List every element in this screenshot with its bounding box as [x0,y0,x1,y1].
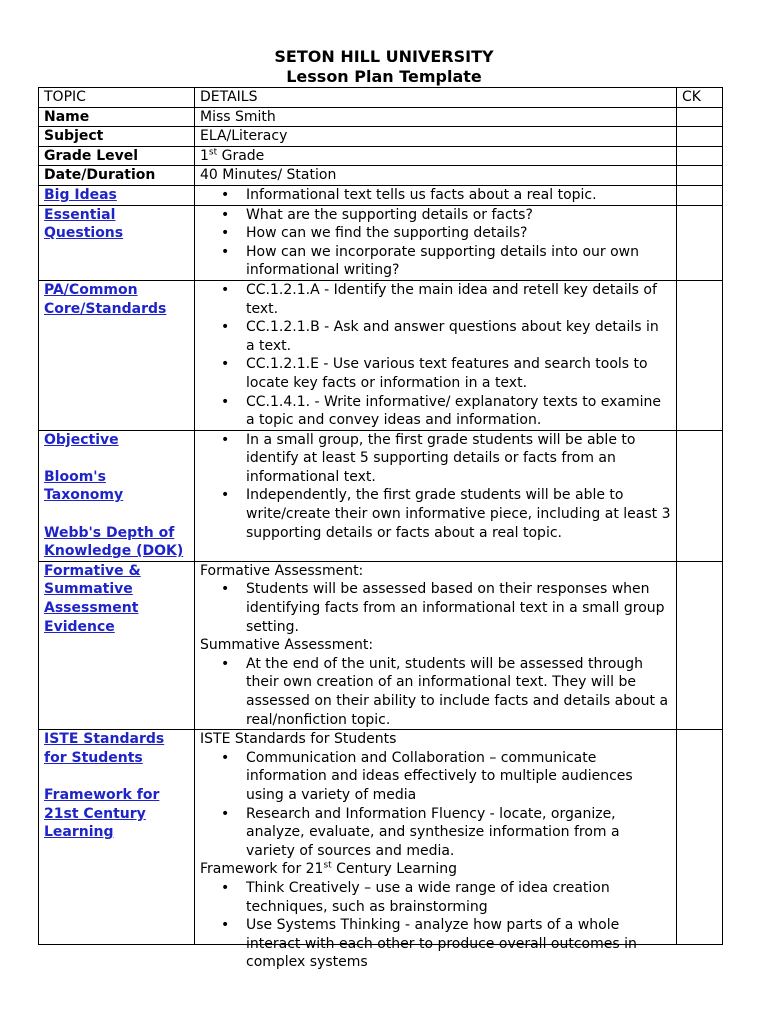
grade-word: Grade [217,147,265,164]
assessment-details [195,561,677,729]
list-item: • Students will be assessed based on their responses when identifying facts from an informational text in a small group setting. [246,580,671,636]
table-row [39,430,723,561]
table-row [39,185,723,205]
university-title: SETON HILL UNIVERSITY [274,47,494,66]
formative-heading: Formative Assessment: [200,562,364,579]
ck-cell [677,107,723,127]
list-item: • At the end of the unit, students will be assessed through their own creation of an informational text. They will be assessed on their ability to include facts and details about a real/nonfiction topic. [246,655,671,729]
assessment-cell [39,561,195,729]
list-item: • Communication and Collaboration – communicate information and ideas effectively to multiple audiences using a variety of media [246,749,671,805]
table-row [39,146,723,166]
table-row [39,280,723,430]
duration-value: 40 Minutes/ Station [195,166,677,186]
objective-link[interactable]: Objective [44,431,119,448]
ck-cell [677,205,723,280]
summative-heading: Summative Assessment: [200,637,374,654]
grade-number: 1 [200,147,209,164]
framework-21st-link[interactable]: Framework for 21st Century Learning [44,786,160,841]
ck-cell [677,146,723,166]
ck-cell [677,127,723,147]
essential-questions-link[interactable]: Essential Questions [44,206,124,242]
list-item: • Use Systems Thinking - analyze how parts of a whole interact with each other to produce overall outcomes in complex systems [246,916,671,972]
list-item: • CC.1.2.1.E - Use various text features and search tools to locate key facts or information in a text. [246,355,671,392]
list-item: • Independently, the first grade students will be able to write/create their own informative piece, including at least 3 supporting details or facts about a real topic. [246,486,671,542]
standards-details [195,280,677,430]
objective-details [195,430,677,561]
table-row [39,127,723,147]
list-item: • In a small group, the first grade students will be able to identify at least 5 supporting details or facts from an informational text. [246,431,671,487]
list-item: • Research and Information Fluency - locate, organize, analyze, evaluate, and synthesize information from a variety of sources and media. [246,805,671,861]
grade-value [195,146,677,166]
blooms-taxonomy-link[interactable]: Bloom's Taxonomy [44,468,124,504]
iste-cell [39,730,195,945]
header-topic: TOPIC [39,88,195,108]
standards-cell [39,280,195,430]
document-title: Lesson Plan Template [286,67,482,86]
essential-questions-details [195,205,677,280]
lesson-plan-table [38,87,723,971]
iste-heading: ISTE Standards for Students [200,731,397,748]
header-ck: CK [677,88,723,108]
grade-label: Grade Level [39,146,195,166]
ck-cell [677,166,723,186]
table-row [39,730,723,945]
big-ideas-cell [39,185,195,205]
standards-link[interactable]: PA/Common Core/Standards [44,281,167,317]
grade-suffix: st [208,147,218,158]
framework-heading-sup: st [323,860,332,871]
webbs-dok-link[interactable]: Webb's Depth of Knowledge (DOK) [44,524,184,560]
name-value: Miss Smith [195,107,677,127]
objective-cell [39,430,195,561]
table-row [39,107,723,127]
table-row [39,561,723,729]
ck-cell [677,730,723,945]
list-item: • Think Creatively – use a wide range of idea creation techniques, such as brainstorming [246,879,671,916]
assessment-link[interactable]: Formative & Summative Assessment Evidence [44,562,141,635]
duration-label: Date/Duration [39,166,195,186]
list-item: • CC.1.2.1.A - Identify the main idea and retell key details of text. [246,281,671,318]
framework-heading-post: Century Learning [331,861,458,878]
ck-cell [677,430,723,561]
framework-heading [200,860,671,879]
name-label: Name [39,107,195,127]
list-item: • How can we incorporate supporting details into our own informational writing? [246,243,671,280]
list-item: • How can we find the supporting details? [246,224,671,243]
big-ideas-link[interactable]: Big Ideas [44,186,117,203]
ck-cell [677,280,723,430]
framework-heading-pre: Framework for 21 [200,861,324,878]
subject-label: Subject [39,127,195,147]
header-details: DETAILS [195,88,677,108]
ck-cell [677,561,723,729]
iste-standards-link[interactable]: ISTE Standards for Students [44,731,165,766]
essential-questions-cell [39,205,195,280]
list-item: • What are the supporting details or facts? [246,206,671,225]
big-ideas-details [195,185,677,205]
iste-details [195,730,677,971]
subject-value: ELA/Literacy [195,127,677,147]
table-row [39,205,723,280]
ck-cell [677,185,723,205]
table-row [39,166,723,186]
list-item: • Informational text tells us facts about a real topic. [246,186,671,205]
list-item: • CC.1.2.1.B - Ask and answer questions about key details in a text. [246,318,671,355]
table-header-row [39,88,723,108]
list-item: • CC.1.4.1. - Write informative/ explanatory texts to examine a topic and convey ideas and information. [246,393,671,430]
